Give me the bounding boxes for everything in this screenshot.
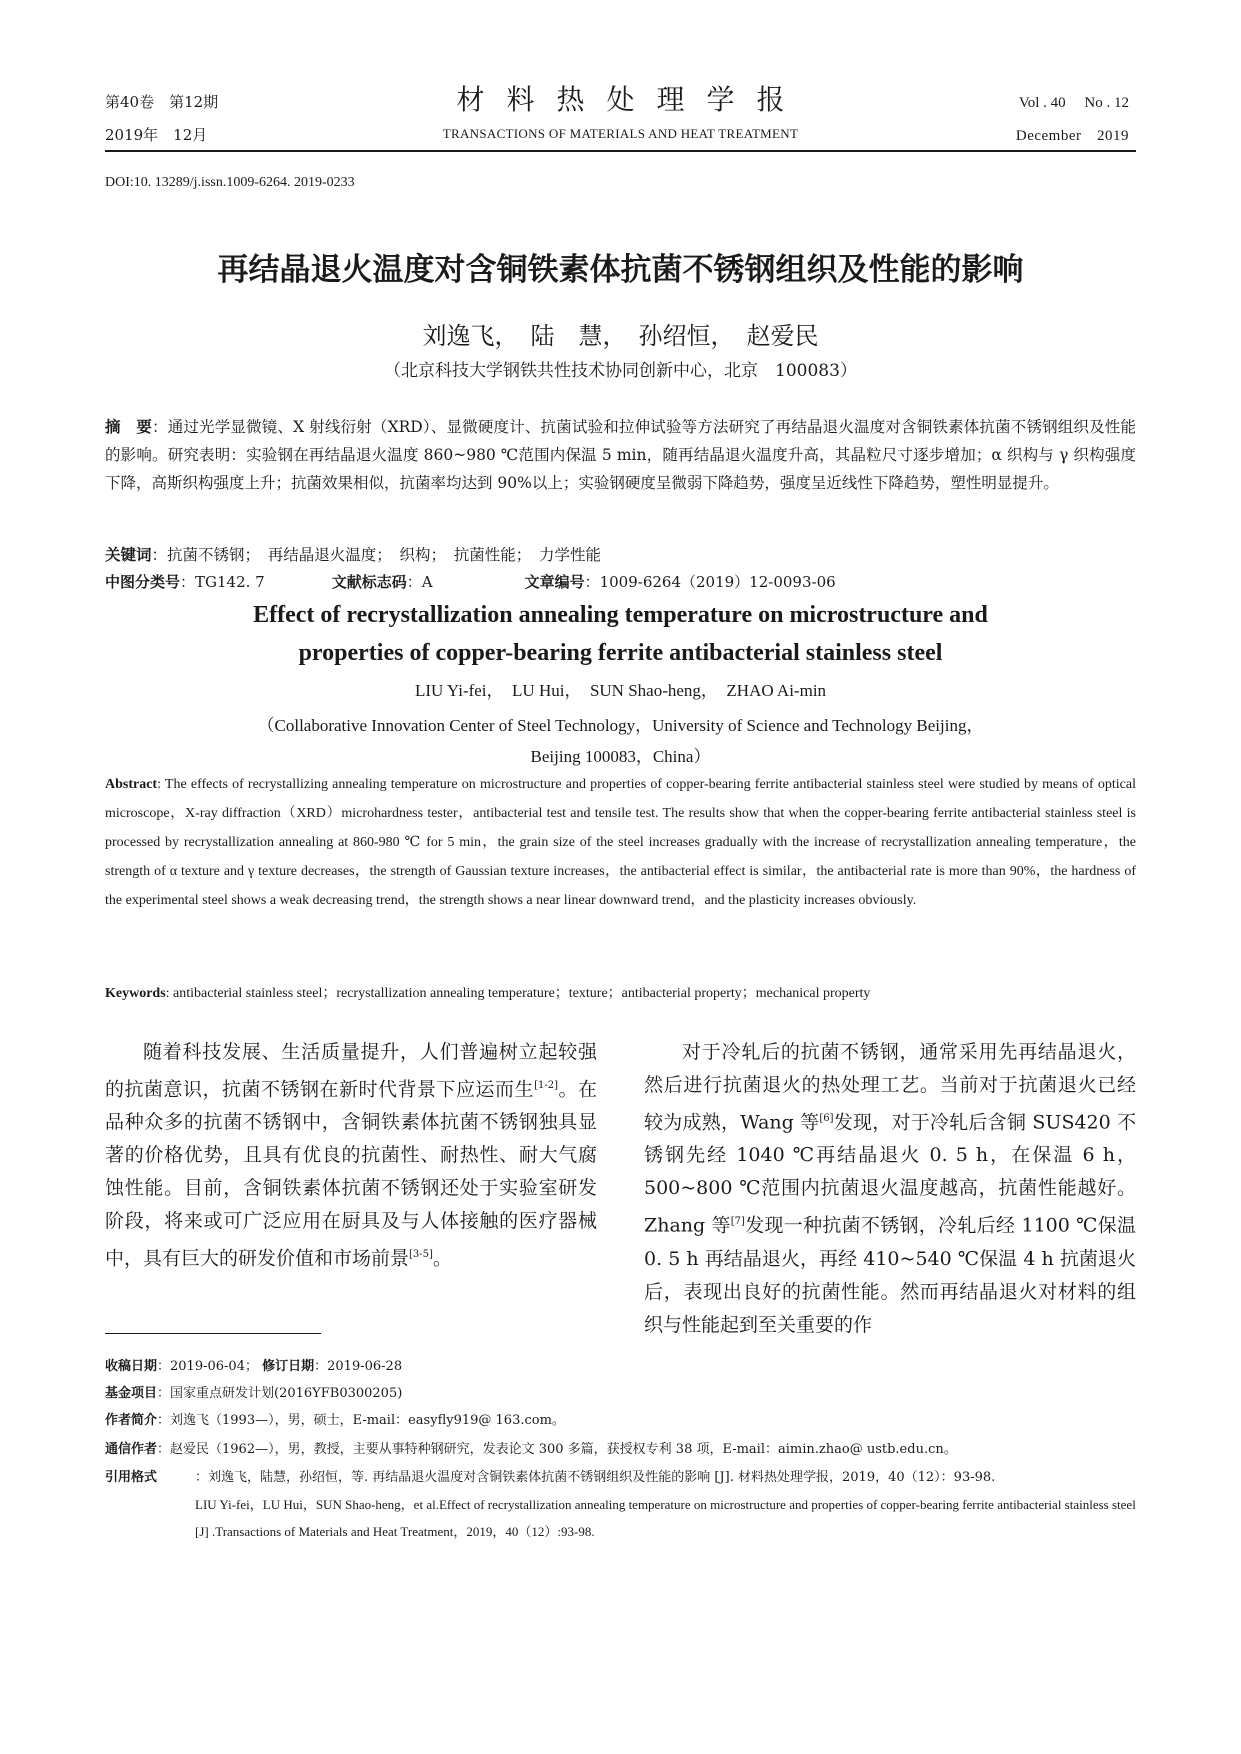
affiliation-cn: （北京科技大学钢铁共性技术协同创新中心，北京 100083） xyxy=(384,361,857,381)
keywords-en xyxy=(105,979,1136,1008)
body-text: 。 xyxy=(432,1247,452,1270)
footnote-citation xyxy=(105,1464,1136,1614)
body-text: 对于冷轧后的抗菌不锈钢，通常采用先再结晶退火，然后进行抗菌退火的热处理工艺。当前对于抗菌退火已经较为成熟，Wang 等 xyxy=(644,1041,1136,1134)
citation-label: 引用格式 xyxy=(105,1470,158,1485)
abstract-en-text: : The effects of recrystallizing annealing temperature on microstructure and properties of copper-bearing ferrite antibacterial stainless steel were studied by means of optical microscope，X-ray diffraction（XRD）microhardness tester，antibacterial test and tensile test. The results show that when the copper-bearing ferrite antibacterial stainless steel is processed by recrystallization annealing at 860-980 ℃ for 5 min，the grain size of the steel increases gradually with the increase of recrystallization annealing temperature，the strength of α texture and γ texture decreases，the strength of Gaussian texture increases，the antibacterial effect is similar，the antibacterial rate is more than 90%，the hardness of the experimental steel shows a weak decreasing trend，the strength shows a near linear downward trend，and the plasticity increases obviously. xyxy=(105,777,1136,908)
author-bio-label: 作者简介 xyxy=(105,1413,158,1428)
revised-value: ：2019-06-28 xyxy=(314,1359,403,1374)
body-column-left xyxy=(105,1036,597,1276)
issue-date-cn: 2019年 12月 xyxy=(105,126,208,144)
fund-label: 基金项目 xyxy=(105,1386,158,1401)
affiliation-en-line1: （Collaborative Innovation Center of Steel Technology，University of Science and Technology Beijing， xyxy=(257,716,984,735)
keywords-en-text: : antibacterial stainless steel；recrystallization annealing temperature；texture；antibacterial property；mechanical property xyxy=(165,986,871,1001)
clc-number xyxy=(105,568,327,596)
citation-cn: ：刘逸飞，陆慧，孙绍恒，等. 再结晶退火温度对含铜铁素体抗菌不锈钢组织及性能的影响 [J]. 材料热处理学报，2019，40（12）：93-98. xyxy=(195,1470,996,1485)
authors-cn: 刘逸飞， 陆 慧， 孙绍恒， 赵爱民 xyxy=(422,322,819,350)
journal-title-cn: 材料热处理学报 xyxy=(456,83,807,116)
article-title-en-line1: Effect of recrystallization annealing temperature on microstructure and xyxy=(253,602,988,628)
article-number xyxy=(525,568,836,596)
article-number-value: ：1009-6264（2019）12-0093-06 xyxy=(584,573,836,591)
body-text: 发现，对于冷轧后含铜 SUS420 不锈钢先经 1040 ℃再结晶退火 0. 5 h，在保温 6 h，500~800 ℃范围内抗菌退火温度越高，抗菌性能越好。Zhang 等 xyxy=(644,1111,1136,1237)
affiliation-en-line2: Beijing 100083，China） xyxy=(530,747,711,766)
abstract-en xyxy=(105,770,1136,915)
footnote-dates xyxy=(105,1353,1136,1380)
citation-ref[interactable]: [7] xyxy=(730,1216,745,1228)
body-text: 。在品种众多的抗菌不锈钢中，含铜铁素体抗菌不锈钢独具显著的价格优势，且具有优良的抗菌性、耐热性、耐大气腐蚀性能。目前，含铜铁素体抗菌不锈钢还处于实验室研发阶段，将来或可广泛应用在厨具及与人体接触的医疗器械中，具有巨大的研发价值和市场前景 xyxy=(105,1078,597,1270)
footnote-author xyxy=(105,1407,1136,1434)
body-column-right xyxy=(644,1036,1136,1342)
abstract-cn-text: ：通过光学显微镜、X 射线衍射（XRD）、显微硬度计、抗菌试验和拉伸试验等方法研究了再结晶退火温度对含铜铁素体抗菌不锈钢组织及性能的影响。研究表明：实验钢在再结晶退火温度 860~980 ℃范围内保温 5 min，随再结晶退火温度升高，其晶粒尺寸逐步增加；α 织构与 γ 织构强度下降，高斯织构强度上升；抗菌效果相似，抗菌率均达到 90%以上；实验钢硬度呈微弱下降趋势，强度呈近线性下降趋势，塑性明显提升。 xyxy=(105,418,1136,492)
fund-value: ：国家重点研发计划(2016YFB0300205) xyxy=(157,1386,403,1401)
keywords-cn xyxy=(105,541,1136,569)
clc-value: ：TG142. 7 xyxy=(180,573,265,591)
author-bio-value: ：刘逸飞（1993—），男，硕士，E-mail：easyfly919@ 163.com。 xyxy=(157,1413,565,1428)
document-code-value: ：A xyxy=(406,573,433,591)
doi: DOI:10. 13289/j.issn.1009-6264. 2019-0233 xyxy=(105,175,355,190)
abstract-cn-label: 摘 要 xyxy=(105,418,153,436)
body-text: 随着科技发展、生活质量提升，人们普遍树立起较强的抗菌意识，抗菌不锈钢在新时代背景下应运而生 xyxy=(105,1041,597,1101)
classification-line xyxy=(105,568,1136,596)
abstract-cn xyxy=(105,413,1136,497)
header-rule xyxy=(105,150,1136,152)
article-number-label: 文章编号 xyxy=(524,573,585,591)
article-title-en xyxy=(0,596,1241,672)
affiliation-en xyxy=(0,710,1241,772)
received-value: ：2019-06-04； xyxy=(157,1359,258,1374)
citation-ref[interactable]: [6] xyxy=(819,1113,834,1124)
footnote-fund xyxy=(105,1380,1136,1407)
journal-title-en: TRANSACTIONS OF MATERIALS AND HEAT TREATMENT xyxy=(442,126,799,141)
citation-ref[interactable]: [1-2] xyxy=(534,1080,558,1091)
citation-body xyxy=(195,1464,1136,1545)
article-title-en-line2: properties of copper-bearing ferrite antibacterial stainless steel xyxy=(298,640,943,666)
article-title-cn: 再结晶退火温度对含铜铁素体抗菌不锈钢组织及性能的影响 xyxy=(217,252,1024,288)
citation-en: LIU Yi-fei，LU Hui，SUN Shao-heng，et al.Effect of recrystallization annealing temperature on microstructure and properties of copper-bearing ferrite antibacterial stainless steel [J] .Transactions of Materials and Heat Treatment，2019，40（12）:93-98. xyxy=(195,1497,1136,1539)
issue-volume-cn: 第40卷 第12期 xyxy=(105,93,219,111)
keywords-en-label: Keywords xyxy=(105,986,166,1001)
corresponding-label: 通信作者 xyxy=(105,1442,158,1457)
revised-label: 修订日期 xyxy=(262,1359,315,1374)
footnote-corresponding xyxy=(105,1436,1136,1463)
footnote-rule xyxy=(105,1333,321,1334)
corresponding-value: ：赵爱民（1962—），男，教授，主要从事特种钢研究，发表论文 300 多篇，获授权专利 38 项，E-mail：aimin.zhao@ ustb.edu.cn。 xyxy=(157,1442,957,1457)
abstract-en-label: Abstract xyxy=(105,777,158,792)
body-text: 发现一种抗菌不锈钢，冷轧后经 1100 ℃保温 0. 5 h 再结晶退火，再经 410~540 ℃保温 4 h 抗菌退火后，表现出良好的抗菌性能。然而再结晶退火对材料的组织与性能起到至关重要的作 xyxy=(644,1214,1136,1336)
body-paragraph xyxy=(105,1036,597,1276)
received-label: 收稿日期 xyxy=(105,1359,158,1374)
document-code xyxy=(332,568,520,596)
clc-label: 中图分类号 xyxy=(105,573,181,591)
issue-volume-en: Vol . 40 No . 12 xyxy=(1018,95,1129,111)
citation-ref[interactable]: [3-5] xyxy=(409,1249,433,1261)
keywords-cn-label: 关键词 xyxy=(105,546,152,564)
issue-date-en: December 2019 xyxy=(1015,128,1129,144)
body-paragraph xyxy=(644,1036,1136,1342)
authors-en: LIU Yi-fei， LU Hui， SUN Shao-heng， ZHAO Ai-min xyxy=(414,681,827,700)
document-code-label: 文献标志码 xyxy=(331,573,407,591)
keywords-cn-text: ：抗菌不锈钢； 再结晶退火温度； 织构； 抗菌性能； 力学性能 xyxy=(151,546,602,564)
